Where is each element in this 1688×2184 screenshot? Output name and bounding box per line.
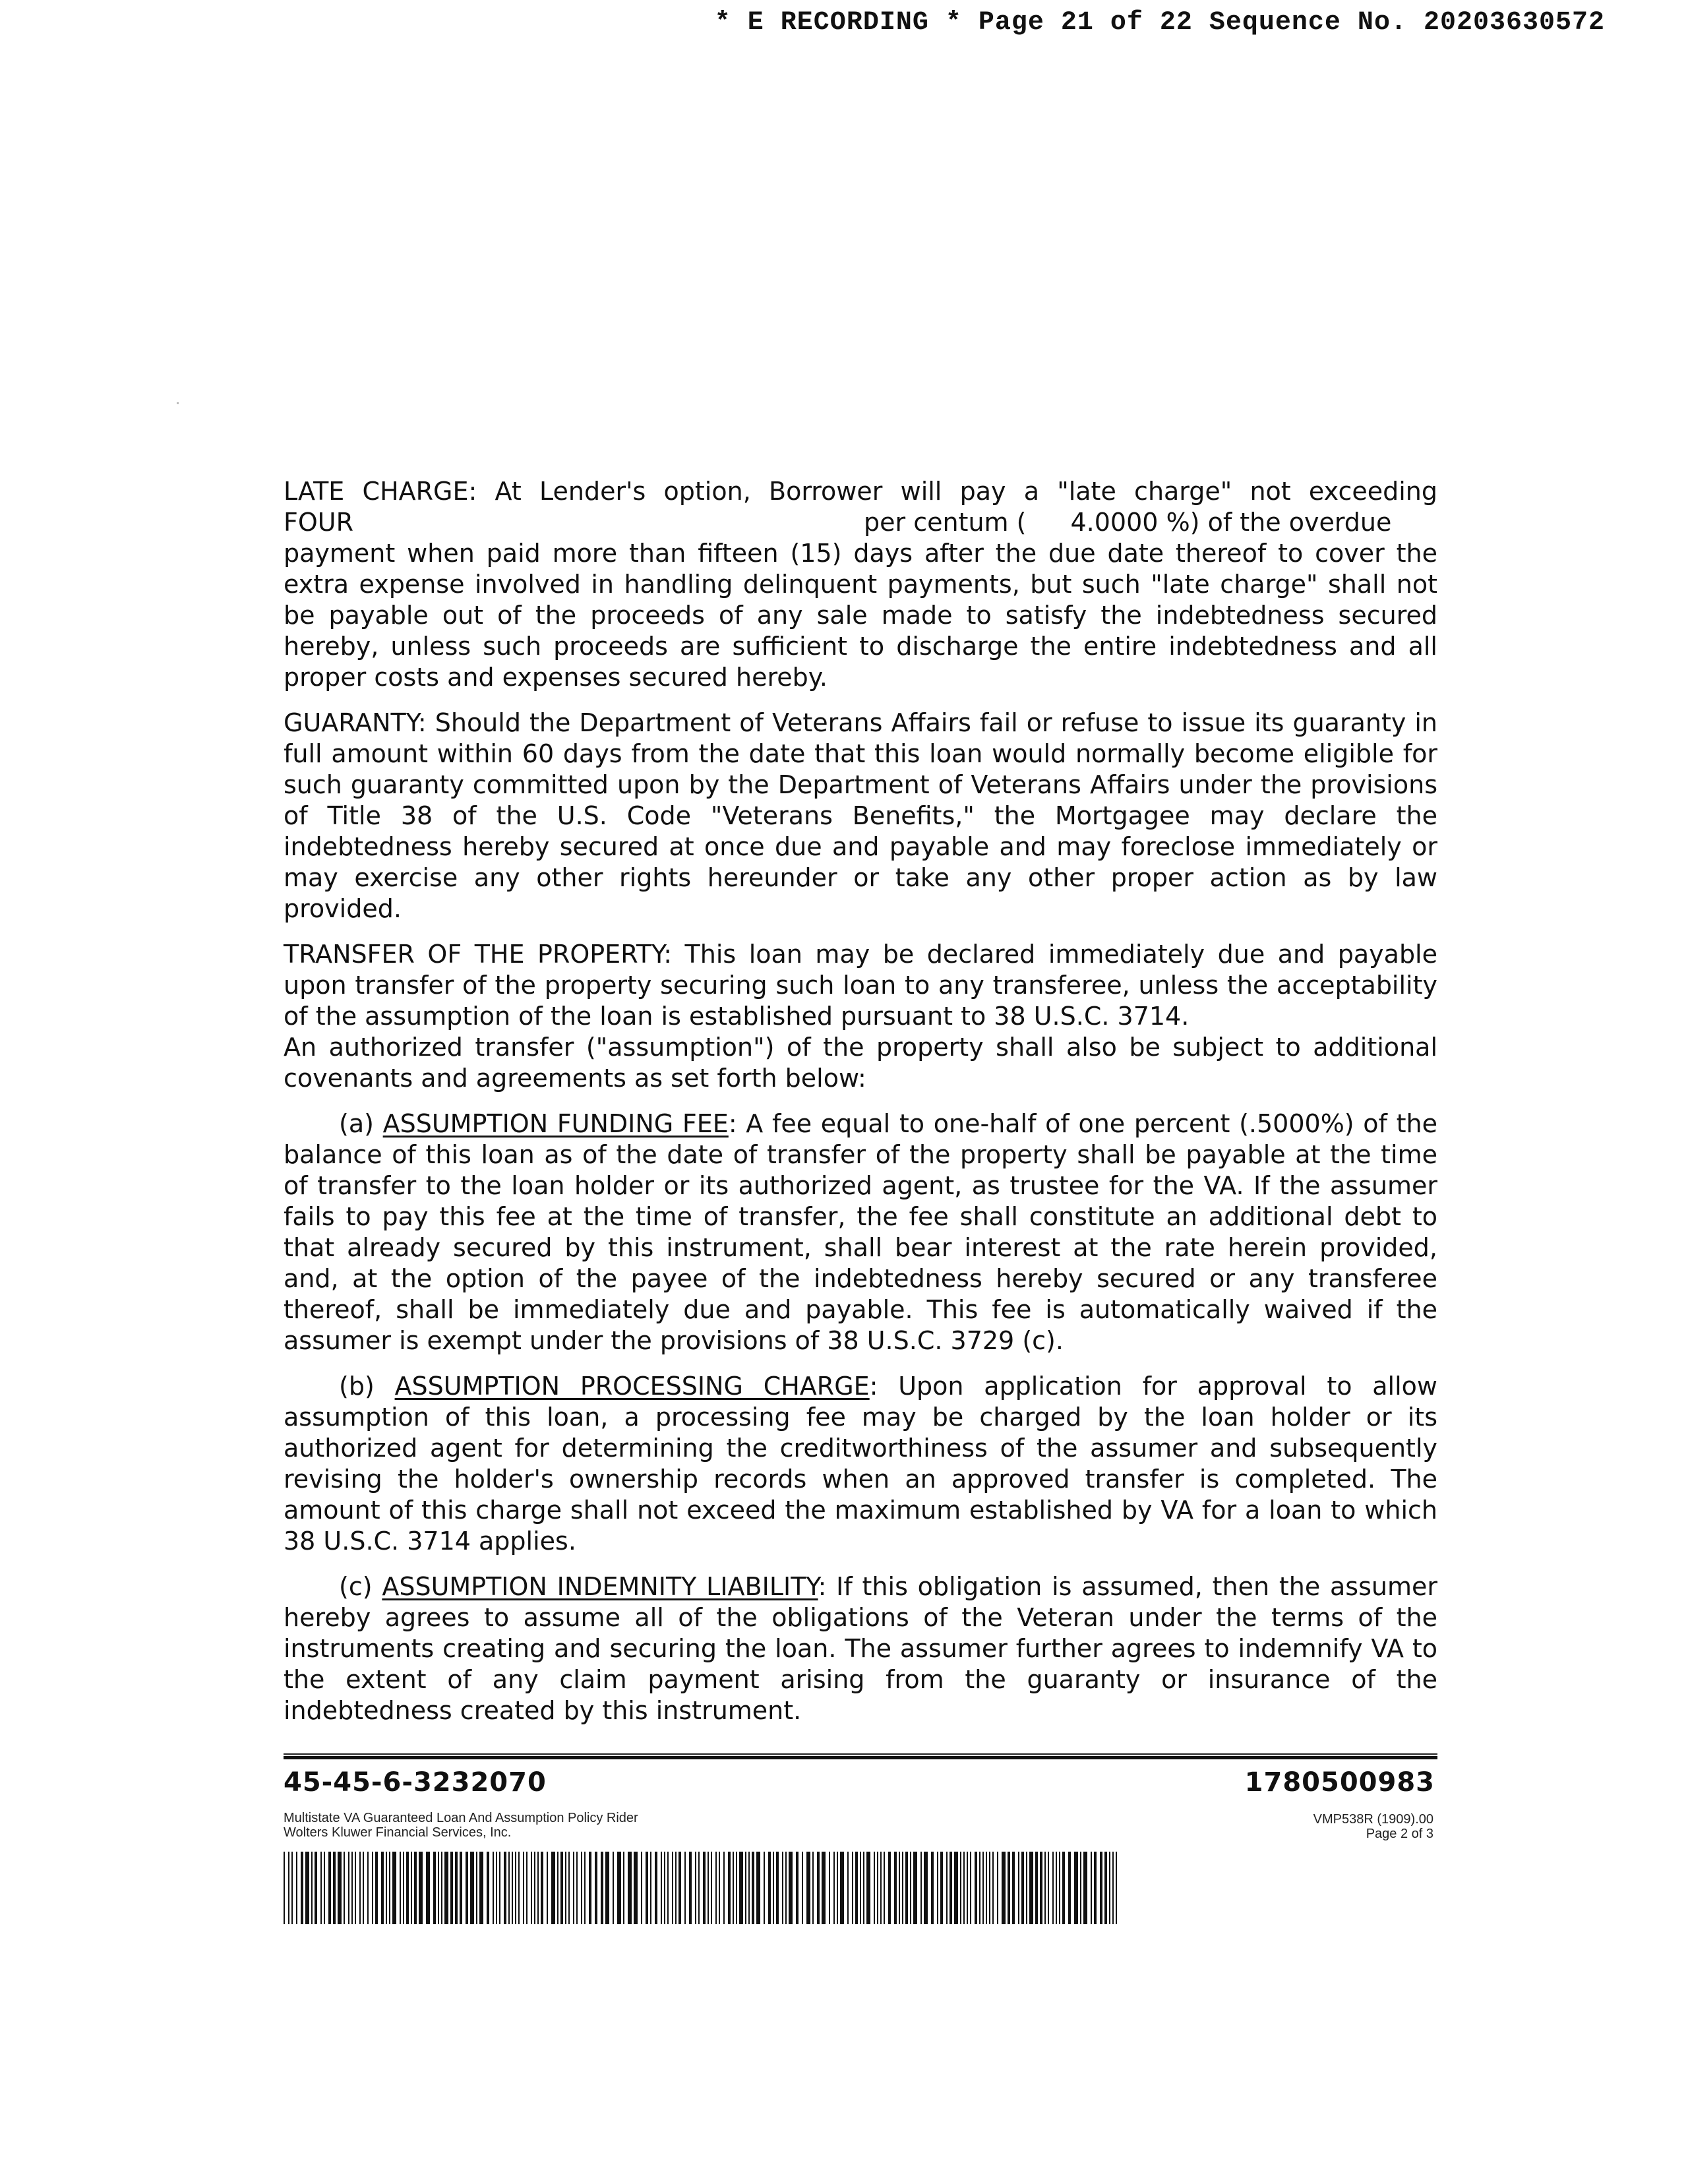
barcode-bar [296,1852,297,1924]
barcode-bar [1026,1852,1027,1924]
barcode-bar [817,1852,820,1924]
barcode-bar [852,1852,853,1924]
barcode-bar [460,1852,462,1924]
barcode-bar [628,1852,632,1924]
barcode-bar [829,1852,830,1924]
barcode-bar [557,1852,558,1924]
barcode-bar [493,1852,494,1924]
barcode-bar [581,1852,582,1924]
late-charge-rate-line [284,507,1437,538]
barcode-bar [752,1852,754,1924]
barcode-bar [589,1852,591,1924]
barcode-bar [344,1852,345,1924]
barcode-bar [806,1852,810,1924]
barcode-bar [479,1852,483,1924]
item-text: : If this obligation is assumed, then the assumer hereby agrees to assume all of the obligations of the Veteran under the terms of the instruments creating and securing the loan. The assumer further agrees to indemnify VA to the extent of any claim payment arising from the guaranty or insurance of the indebtedness created by this instrument. [284,1572,1437,1725]
barcode-bar [672,1852,673,1924]
barcode-bar [634,1852,638,1924]
late-charge-rate-tail: %) of the overdue [1166,508,1392,537]
barcode-bar [695,1852,696,1924]
barcode-bar [954,1852,958,1924]
barcode-bar [1029,1852,1033,1924]
barcode-bar [576,1852,578,1924]
late-charge-rate-words: FOUR [284,508,353,537]
barcode-bar [979,1852,980,1924]
barcode-bar [1059,1852,1060,1924]
item-title: ASSUMPTION INDEMNITY LIABILITY [382,1572,818,1601]
barcode-bar [711,1852,712,1924]
barcode-bar [894,1852,897,1924]
barcode-bar [1062,1852,1065,1924]
barcode-bar [860,1852,861,1924]
barcode-bar [785,1852,787,1924]
barcode-bar [372,1852,373,1924]
barcode-bar [970,1852,971,1924]
barcode-bar [411,1852,412,1924]
barcode-bar [551,1852,555,1924]
barcode-bar [756,1852,760,1924]
barcode-bar [646,1852,648,1924]
barcode-bar [348,1852,349,1924]
barcode-bar [355,1852,356,1924]
form-info [284,1811,638,1840]
barcode-bar [531,1852,532,1924]
item-prefix: (a) [339,1109,374,1138]
item-text: : Upon application for approval to allow assumption of this loan, a processing fee may be charged by the loan holder or its authorized agent for determining the creditworthiness of the assumer and subsequently revising the holder's ownership records when an approved transfer is completed. The amount of this charge shall not exceed the maximum established by VA for a loan to which 38 U.S.C. 3714 applies. [284,1372,1437,1556]
barcode-bar [512,1852,513,1924]
barcode-bar [874,1852,875,1924]
barcode-bar [301,1852,303,1924]
barcode-bar [989,1852,990,1924]
barcode-bar [414,1852,417,1924]
barcode-bar [541,1852,543,1924]
barcode-bar [888,1852,891,1924]
barcode-bar [288,1852,289,1924]
barcode-bar [508,1852,510,1924]
barcode-bar [719,1852,720,1924]
form-title: Multistate VA Guaranteed Loan And Assumption Policy Rider [284,1811,638,1825]
barcode-bar [840,1852,844,1924]
va-case-number: 45-45-6-3232070 [284,1767,547,1798]
barcode-bar [324,1852,325,1924]
form-code: VMP538R (1909).00 [1313,1812,1433,1827]
barcode-bar [1018,1852,1019,1924]
barcode-bar [733,1852,734,1924]
barcode-bar [565,1852,566,1924]
barcode-bar [359,1852,361,1924]
barcode-bar [920,1852,922,1924]
scan-speck [177,402,179,404]
barcode-bar [822,1852,826,1924]
barcode-bar [937,1852,938,1924]
barcode-bar [455,1852,458,1924]
item-prefix: (b) [339,1372,375,1401]
item-title: ASSUMPTION PROCESSING CHARGE [394,1372,870,1401]
barcode-bar [837,1852,838,1924]
barcode [284,1852,1118,1924]
barcode-bar [1112,1852,1114,1924]
barcode-bar [982,1852,984,1924]
barcode-bar [605,1852,609,1924]
barcode-bar [1094,1852,1097,1924]
barcode-bar [1008,1852,1010,1924]
barcode-bar [1080,1852,1081,1924]
barcode-bar [773,1852,774,1924]
barcode-bar [504,1852,506,1924]
footer-rule-thick [284,1756,1437,1759]
barcode-bar [1012,1852,1015,1924]
barcode-bar [338,1852,342,1924]
barcode-bar [913,1852,917,1924]
barcode-bar [905,1852,908,1924]
barcode-bar [708,1852,709,1924]
barcode-bar [351,1852,353,1924]
barcode-bar [518,1852,520,1924]
barcode-bar [764,1852,765,1924]
barcode-bar [386,1852,387,1924]
barcode-bar [1091,1852,1092,1924]
barcode-bar [1021,1852,1024,1924]
barcode-bar [960,1852,961,1924]
barcode-bar [568,1852,570,1924]
barcode-bar [728,1852,731,1924]
barcode-bar [389,1852,390,1924]
barcode-bar [487,1852,489,1924]
barcode-bar [667,1852,669,1924]
barcode-bar [684,1852,686,1924]
barcode-bar [946,1852,948,1924]
barcode-bar [623,1852,624,1924]
barcode-bar [1002,1852,1006,1924]
publisher: Wolters Kluwer Financial Services, Inc. [284,1825,512,1840]
barcode-bar [715,1852,717,1924]
barcode-bar [601,1852,603,1924]
barcode-bar [466,1852,468,1924]
barcode-bar [931,1852,934,1924]
barcode-bar [1052,1852,1054,1924]
transfer-assumption-paragraph: An authorized transfer ("assumption") of the property shall also be subject to additional covenants and agreements as set forth below: [284,1033,1437,1093]
barcode-bar [392,1852,396,1924]
barcode-bar [367,1852,369,1924]
form-code-block [1313,1812,1433,1841]
barcode-bar [403,1852,404,1924]
barcode-bar [613,1852,614,1924]
barcode-bar [863,1852,864,1924]
barcode-bar [381,1852,384,1924]
barcode-bar [1083,1852,1087,1924]
barcode-bar [723,1852,725,1924]
barcode-bar [496,1852,497,1924]
barcode-bar [406,1852,409,1924]
barcode-bar [595,1852,597,1924]
page-of: Page 2 of 3 [1366,1827,1433,1841]
transfer-paragraph: TRANSFER OF THE PROPERTY: This loan may be declared immediately due and payable upon transfer of the property securing such loan to any transferee, unless the acceptability of the assumption of the loan is established pursuant to 38 U.S.C. 3714. [284,940,1437,1031]
barcode-bar [950,1852,952,1924]
barcode-bar [573,1852,574,1924]
document-body [284,476,1437,1741]
item-prefix: (c) [339,1572,373,1601]
item-text: : A fee equal to one-half of one percent (.5000%) of the balance of this loan as of the date of transfer of the property shall be payable at the time of transfer to the loan holder or its authorized agent, as trustee for the VA. If the assumer fails to pay this fee at the time of transfer, the fee shall constitute an additional debt to that already secured by this instrument, shall bear interest at the rate herein provided, and, at the option of the payee of the indebtedness hereby secured or any transferee thereof, shall be immediately due and payable. This fee is automatically waived if the assumer is exempt under the provisions of 38 U.S.C. 3729 (c). [284,1109,1437,1355]
assumption-processing-charge [284,1371,1437,1557]
barcode-bar [924,1852,928,1924]
barcode-bar [450,1852,453,1924]
barcode-bar [426,1852,430,1924]
barcode-bar [748,1852,750,1924]
footer-rule-thin [284,1753,1437,1755]
barcode-bar [655,1852,657,1924]
recording-header: * E RECORDING * Page 21 of 22 Sequence No. 20203630572 [714,8,1605,38]
barcode-bar [796,1852,799,1924]
barcode-bar [328,1852,331,1924]
barcode-bar [433,1852,436,1924]
barcode-bar [315,1852,317,1924]
barcode-bar [1104,1852,1107,1924]
barcode-bar [833,1852,835,1924]
barcode-bar [1109,1852,1110,1924]
barcode-bar [444,1852,448,1924]
barcode-bar [617,1852,621,1924]
barcode-bar [499,1852,500,1924]
barcode-bar [1116,1852,1117,1924]
barcode-bar [438,1852,439,1924]
barcode-bar [884,1852,885,1924]
barcode-bar [1040,1852,1042,1924]
barcode-bar [375,1852,378,1924]
guaranty-paragraph: GUARANTY: Should the Department of Veterans Affairs fail or refuse to issue its guaranty in full amount within 60 days from the date that this loan would normally become eligible for such guaranty committed upon by the Department of Veterans Affairs under the provisions of Title 38 of the U.S. Code "Veterans Benefits," the Mortgagee may declare the indebtedness hereby secured at once due and payable and may foreclose immediately or may exercise any other rights hereunder or take any other proper action as by law provided. [284,708,1437,923]
late-charge-body: payment when paid more than fifteen (15) days after the due date thereof to cover the extra expense involved in handling delinquent payments, but such "late charge" shall not be payable out of the proceeds of any sale made to satisfy the indebtedness secured hereby, unless such proceeds are sufficient to discharge the entire indebtedness and all proper costs and expenses secured hereby. [284,539,1437,692]
barcode-bar [698,1852,700,1924]
barcode-bar [802,1852,803,1924]
barcode-bar [902,1852,903,1924]
barcode-bar [782,1852,783,1924]
barcode-bar [650,1852,651,1924]
barcode-bar [776,1852,779,1924]
barcode-bar [664,1852,665,1924]
barcode-bar [967,1852,968,1924]
barcode-bar [419,1852,423,1924]
barcode-bar [526,1852,528,1924]
barcode-bar [689,1852,692,1924]
barcode-bar [311,1852,313,1924]
barcode-bar [1100,1852,1102,1924]
barcode-bar [789,1852,793,1924]
barcode-bar [534,1852,535,1924]
barcode-bar [736,1852,737,1924]
barcode-bar [855,1852,858,1924]
barcode-bar [847,1852,849,1924]
barcode-bar [880,1852,882,1924]
barcode-bar [476,1852,477,1924]
barcode-bar [284,1852,285,1924]
barcode-bar [515,1852,516,1924]
barcode-bar [537,1852,539,1924]
barcode-bar [400,1852,401,1924]
loan-number: 1780500983 [1244,1767,1435,1798]
barcode-bar [678,1852,681,1924]
barcode-bar [997,1852,998,1924]
barcode-bar [291,1852,293,1924]
assumption-indemnity-liability [284,1571,1437,1726]
barcode-bar [703,1852,706,1924]
barcode-bar [305,1852,309,1924]
barcode-bar [320,1852,322,1924]
late-charge-line1: LATE CHARGE: At Lender's option, Borrower will pay a "late charge" not exceeding [284,477,1437,506]
barcode-bar [1044,1852,1046,1924]
barcode-bar [963,1852,965,1924]
late-charge-rate-mid: per centum ( [864,508,1027,537]
barcode-bar [560,1852,563,1924]
barcode-bar [986,1852,987,1924]
barcode-bar [441,1852,442,1924]
barcode-bar [641,1852,642,1924]
late-charge-section [284,476,1437,693]
barcode-bar [975,1852,977,1924]
barcode-bar [675,1852,677,1924]
late-charge-rate-value: 4.0000 [1070,508,1159,537]
barcode-bar [739,1852,743,1924]
barcode-bar [584,1852,586,1924]
barcode-bar [899,1852,900,1924]
barcode-bar [992,1852,994,1924]
barcode-bar [1074,1852,1078,1924]
barcode-bar [363,1852,364,1924]
barcode-bar [1048,1852,1049,1924]
barcode-bar [661,1852,662,1924]
barcode-bar [523,1852,524,1924]
barcode-bar [940,1852,943,1924]
barcode-bar [1035,1852,1038,1924]
barcode-bar [866,1852,870,1924]
barcode-bar [470,1852,474,1924]
barcode-bar [1056,1852,1057,1924]
barcode-bar [333,1852,336,1924]
barcode-bar [768,1852,771,1924]
item-title: ASSUMPTION FUNDING FEE [382,1109,729,1138]
barcode-bar [745,1852,746,1924]
barcode-bar [547,1852,548,1924]
barcode-bar [877,1852,878,1924]
barcode-bar [812,1852,814,1924]
barcode-bar [910,1852,911,1924]
barcode-bar [1068,1852,1071,1924]
assumption-funding-fee [284,1108,1437,1356]
